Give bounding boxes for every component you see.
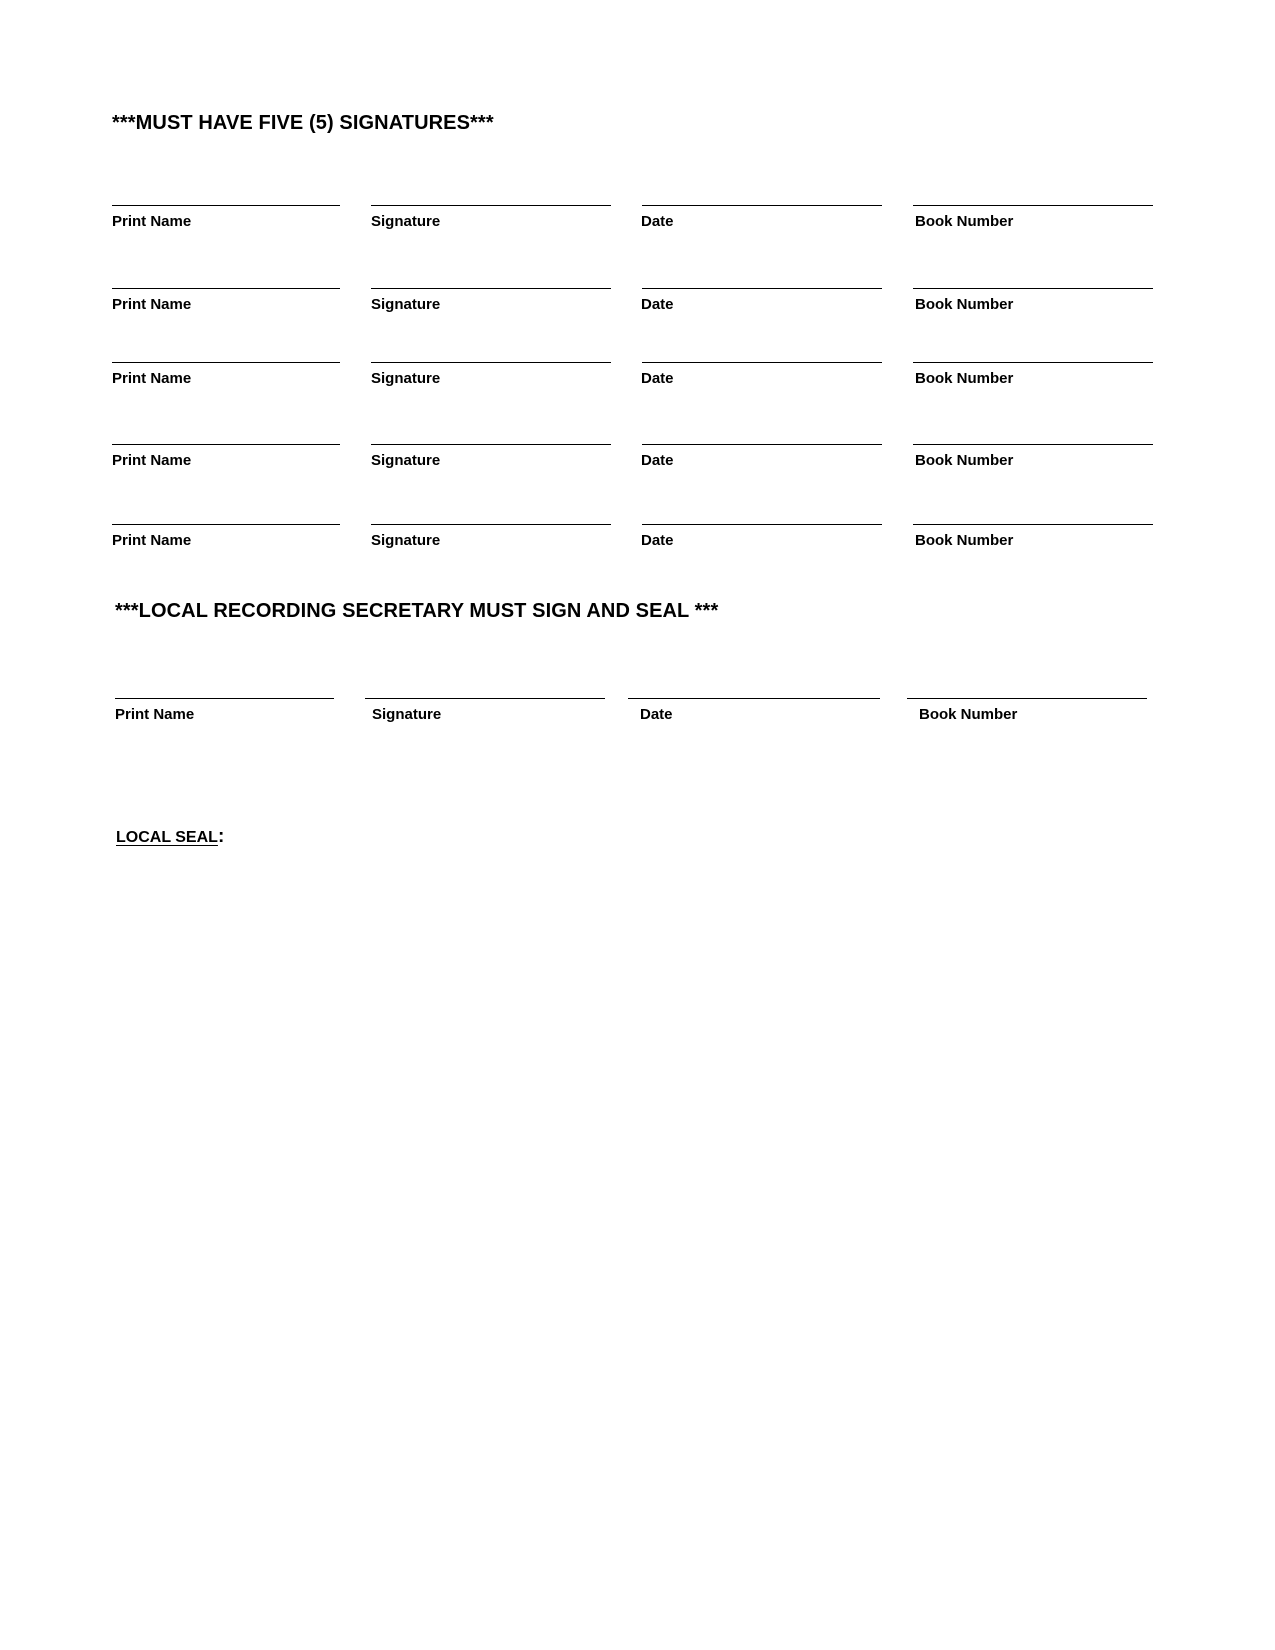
signature-label: Signature bbox=[372, 706, 442, 723]
signer-row bbox=[0, 362, 1275, 402]
book-number-label: Book Number bbox=[915, 532, 1014, 549]
signature-line[interactable] bbox=[365, 698, 605, 699]
signature-line[interactable] bbox=[371, 524, 611, 525]
print-name-label: Print Name bbox=[112, 370, 192, 387]
signature-line[interactable] bbox=[371, 362, 611, 363]
date-line[interactable] bbox=[628, 698, 880, 699]
print-name-line[interactable] bbox=[115, 698, 334, 699]
local-seal-text: LOCAL SEAL bbox=[116, 829, 218, 846]
signature-label: Signature bbox=[371, 532, 441, 549]
signature-line[interactable] bbox=[371, 444, 611, 445]
signer-row bbox=[0, 288, 1275, 328]
date-label: Date bbox=[641, 452, 674, 469]
book-number-line[interactable] bbox=[913, 444, 1153, 445]
secretary-row bbox=[0, 698, 1275, 738]
print-name-line[interactable] bbox=[112, 288, 340, 289]
signature-label: Signature bbox=[371, 213, 441, 230]
signer-row bbox=[0, 524, 1275, 564]
book-number-line[interactable] bbox=[913, 205, 1153, 206]
date-label: Date bbox=[640, 706, 673, 723]
date-line[interactable] bbox=[642, 288, 882, 289]
secretary-sign-seal-heading: ***LOCAL RECORDING SECRETARY MUST SIGN AND SEAL *** bbox=[115, 600, 719, 622]
book-number-line[interactable] bbox=[913, 362, 1153, 363]
print-name-label: Print Name bbox=[115, 706, 195, 723]
date-label: Date bbox=[641, 370, 674, 387]
print-name-line[interactable] bbox=[112, 362, 340, 363]
signature-label: Signature bbox=[371, 452, 441, 469]
print-name-label: Print Name bbox=[112, 296, 192, 313]
signature-line[interactable] bbox=[371, 288, 611, 289]
book-number-label: Book Number bbox=[915, 370, 1014, 387]
book-number-line[interactable] bbox=[913, 288, 1153, 289]
date-line[interactable] bbox=[642, 524, 882, 525]
signatures-required-heading: ***MUST HAVE FIVE (5) SIGNATURES*** bbox=[112, 112, 494, 134]
book-number-label: Book Number bbox=[915, 452, 1014, 469]
date-label: Date bbox=[641, 296, 674, 313]
local-seal-label bbox=[116, 826, 224, 848]
book-number-line[interactable] bbox=[913, 524, 1153, 525]
book-number-label: Book Number bbox=[915, 296, 1014, 313]
print-name-label: Print Name bbox=[112, 213, 192, 230]
signer-row bbox=[0, 444, 1275, 484]
book-number-label: Book Number bbox=[915, 213, 1014, 230]
date-label: Date bbox=[641, 532, 674, 549]
print-name-line[interactable] bbox=[112, 444, 340, 445]
print-name-label: Print Name bbox=[112, 452, 192, 469]
date-line[interactable] bbox=[642, 205, 882, 206]
signer-row bbox=[0, 205, 1275, 245]
signature-line[interactable] bbox=[371, 205, 611, 206]
print-name-line[interactable] bbox=[112, 524, 340, 525]
signature-label: Signature bbox=[371, 296, 441, 313]
print-name-line[interactable] bbox=[112, 205, 340, 206]
book-number-label: Book Number bbox=[919, 706, 1018, 723]
date-line[interactable] bbox=[642, 444, 882, 445]
date-label: Date bbox=[641, 213, 674, 230]
print-name-label: Print Name bbox=[112, 532, 192, 549]
book-number-line[interactable] bbox=[907, 698, 1147, 699]
local-seal-colon: : bbox=[217, 826, 225, 847]
date-line[interactable] bbox=[642, 362, 882, 363]
signature-label: Signature bbox=[371, 370, 441, 387]
